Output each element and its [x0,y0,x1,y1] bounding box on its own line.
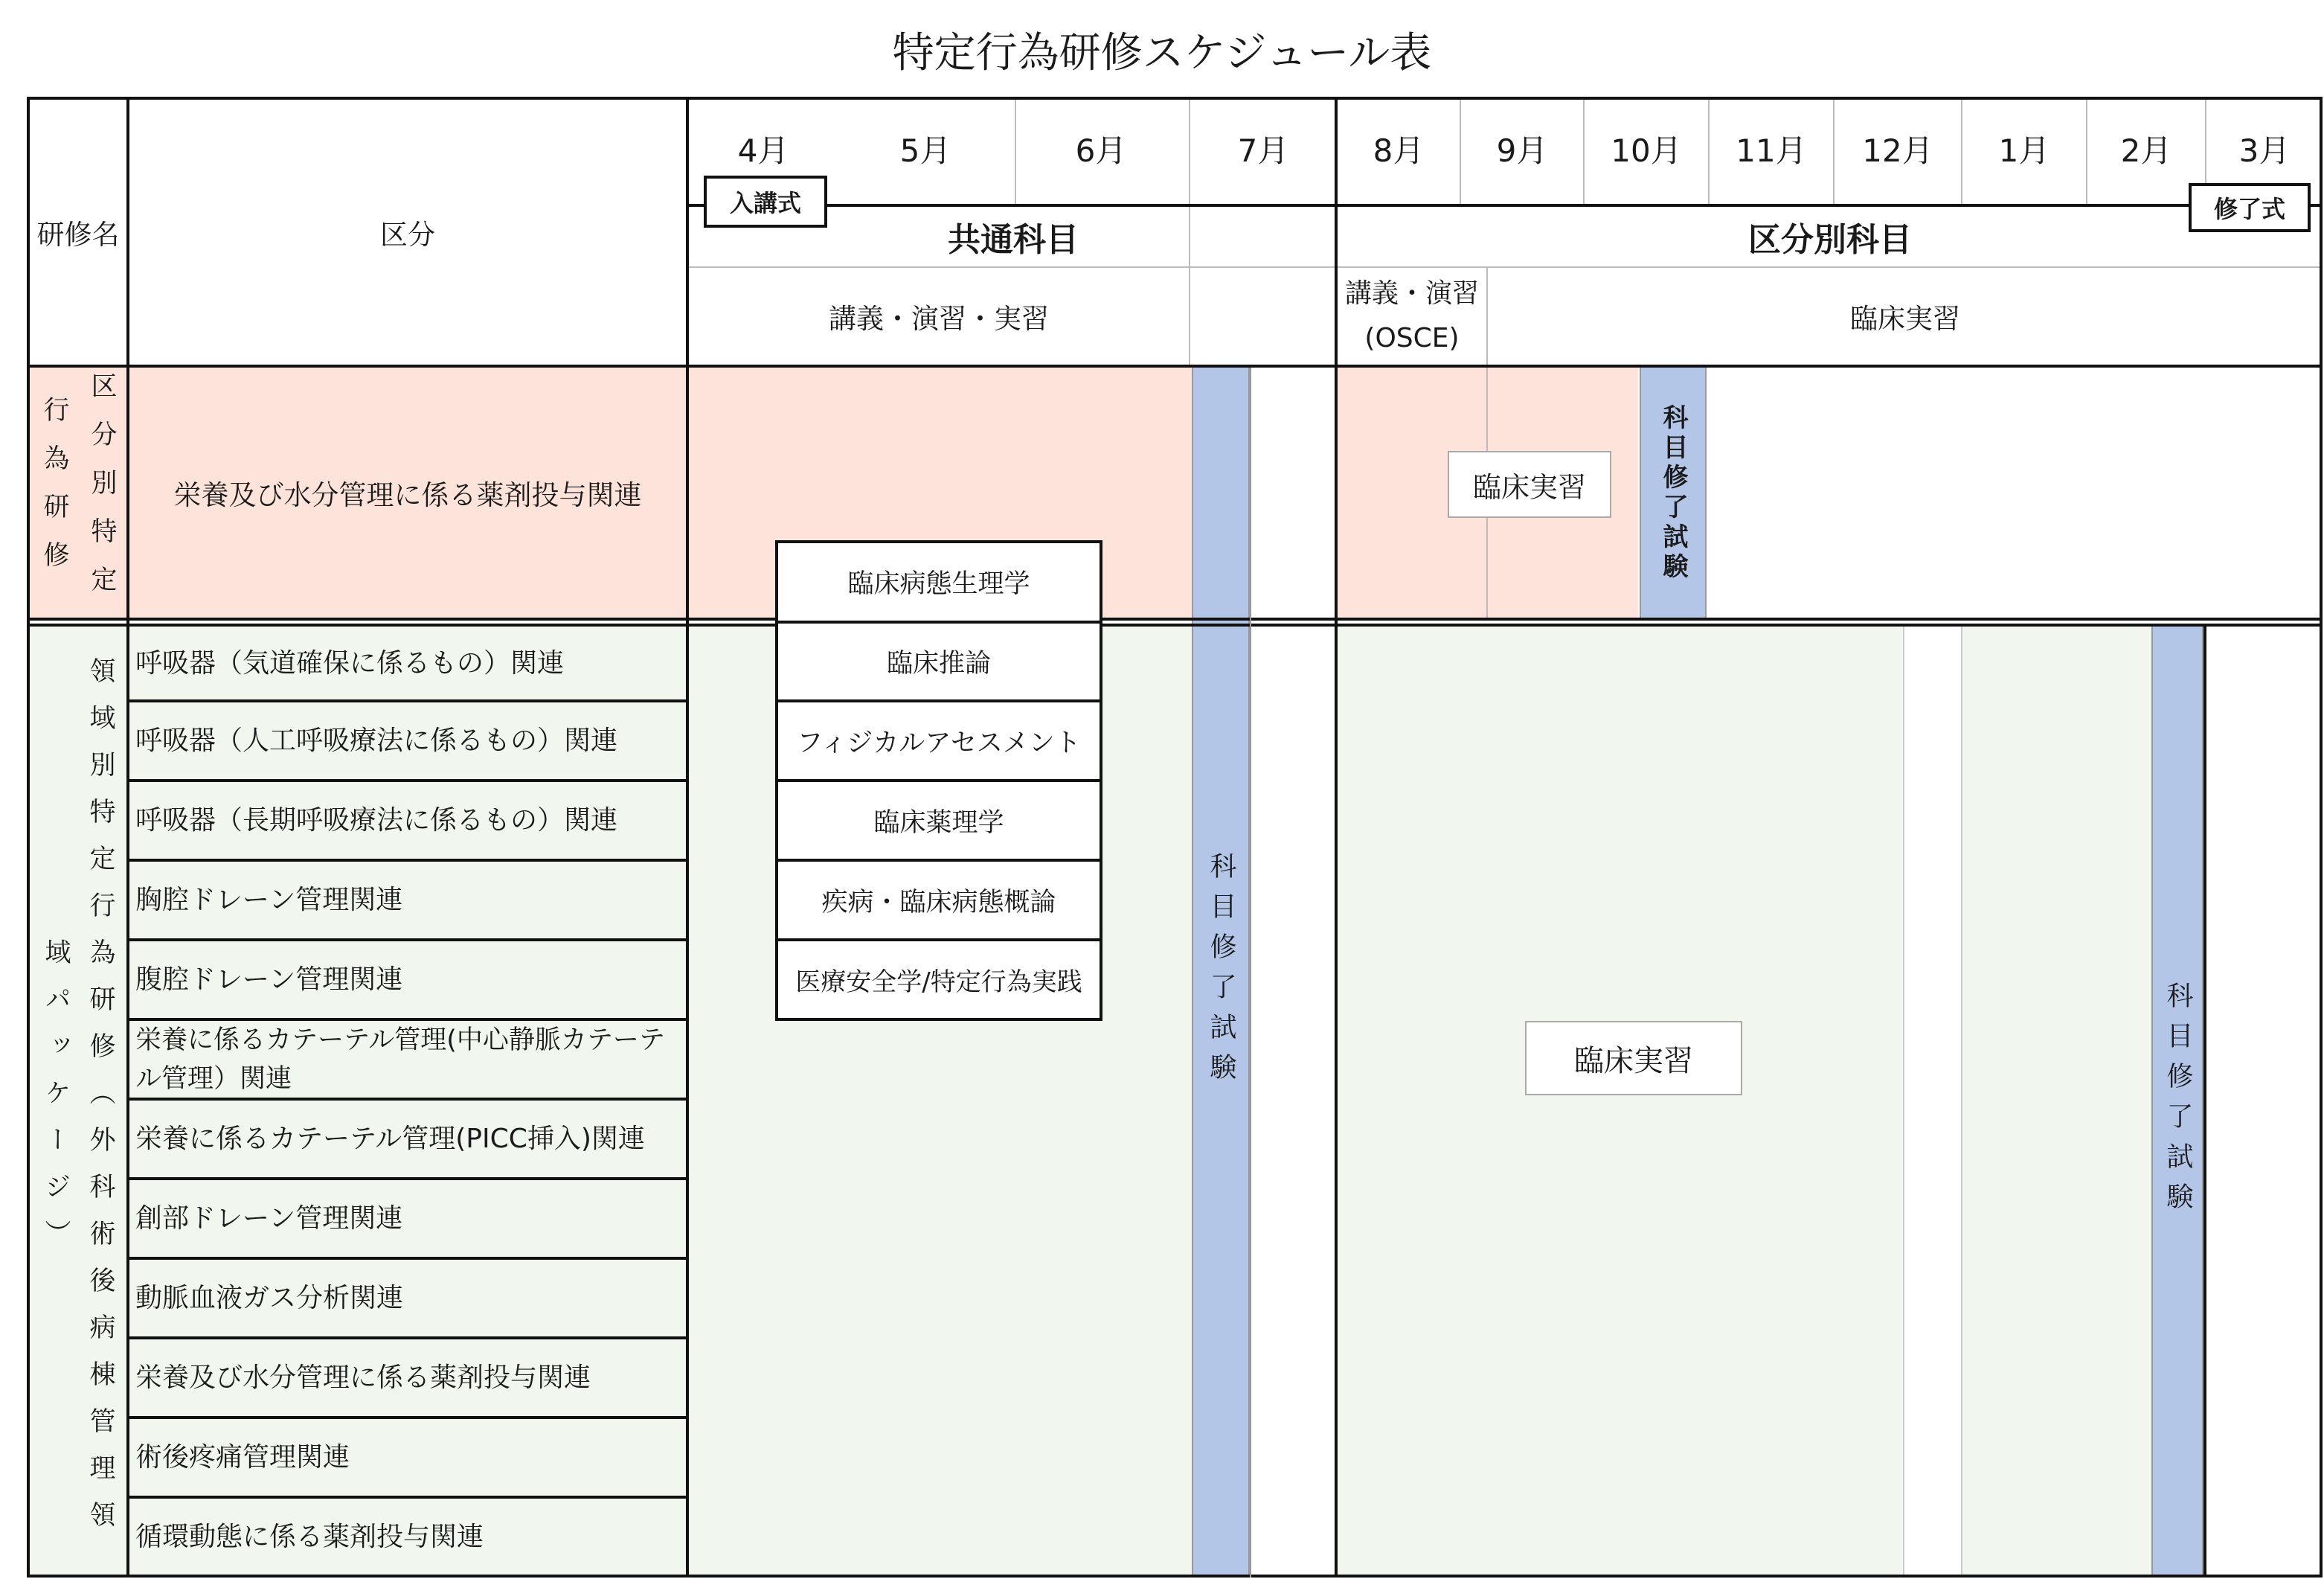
row1-program-col-b: 区分別特定 [87,371,117,614]
row2-program-col-a: 域パッケージ） [41,938,71,1266]
row1-program-name [30,368,126,618]
month-12: 12月 [1862,132,1933,169]
common-course-1: 臨床病態生理学 [775,540,1102,624]
row2-category-4: 胸腔ドレーン管理関連 [135,884,403,915]
month-2: 2月 [2120,132,2172,169]
common-exam-text: 科目修了試験 [1206,852,1236,1093]
common-subjects-header: 共通科目 [948,221,1079,259]
page-title: 特定行為研修スケジュール表 [892,29,1432,77]
row2-category-5: 腹腔ドレーン管理関連 [135,964,403,995]
row2-category-11: 術後疼痛管理関連 [135,1441,350,1473]
row1-category: 栄養及び水分管理に係る薬剤投与関連 [173,479,642,511]
row2-clinical-practice-box: 臨床実習 [1525,1021,1742,1095]
row2-category-7: 栄養に係るカテーテル管理(PICC挿入)関連 [135,1123,645,1154]
common-format: 講義・演習・実習 [829,303,1049,335]
row2-category-6: 栄養に係るカテーテル管理(中心静脈カテーテル管理）関連 [135,1025,665,1094]
row2-program-col-b: 領域別特定行為研修（外科術後病棟管理領 [86,656,115,1548]
row2-category-10: 栄養及び水分管理に係る薬剤投与関連 [135,1362,591,1393]
month-1: 1月 [1998,132,2050,169]
row1-clinical-practice-box: 臨床実習 [1448,451,1611,518]
header-program-name: 研修名 [36,219,120,251]
common-course-3: フィジカルアセスメント [775,702,1102,782]
row2-program-name [30,627,126,1578]
common-course-4: 臨床薬理学 [775,782,1102,862]
ceremony-start-box: 入講式 [704,176,827,228]
month-5: 5月 [899,132,951,169]
row2-category-9: 動脈血液ガス分析関連 [135,1282,404,1313]
clinical-format: 臨床実習 [1850,303,1960,335]
month-7: 7月 [1237,132,1289,169]
common-course-2: 臨床推論 [775,624,1102,702]
month-4: 4月 [737,132,789,169]
month-3: 3月 [2238,132,2291,169]
line-common-exam-right [1250,368,1251,1578]
osce-format [1338,268,1486,365]
row1-program-col-a: 行為研修 [39,396,69,589]
ceremony-end-box: 修了式 [2189,183,2311,232]
line-row2-exam-right [2203,625,2206,1578]
month-10: 10月 [1611,132,1682,169]
month-6: 6月 [1075,132,1127,169]
row2-category-2: 呼吸器（人工呼吸療法に係るもの）関連 [135,725,618,756]
row2-category-8: 創部ドレーン管理関連 [135,1202,403,1234]
row2-category-12: 循環動態に係る薬剤投与関連 [135,1522,484,1552]
month-9: 9月 [1496,132,1548,169]
osce-format-line1: 講義・演習 [1344,278,1479,309]
line-row-separator [27,618,2323,627]
month-11: 11月 [1736,132,1807,169]
header-category: 区分 [380,219,435,251]
common-course-6: 医療安全学/特定行為実践 [775,941,1102,1021]
category-subjects-header: 区分別科目 [1748,221,1912,259]
row2-category-3: 呼吸器（長期呼吸療法に係るもの）関連 [135,804,618,836]
row2-exam-text: 科目修了試験 [2163,981,2193,1223]
row1-exam-text: 科目修了試験 [1658,404,1688,583]
row2-category-1: 呼吸器（気道確保に係るもの）関連 [135,648,565,679]
common-course-5: 疾病・臨床病態概論 [775,862,1102,941]
month-8: 8月 [1373,132,1425,169]
osce-format-line2: (OSCE) [1364,323,1460,353]
